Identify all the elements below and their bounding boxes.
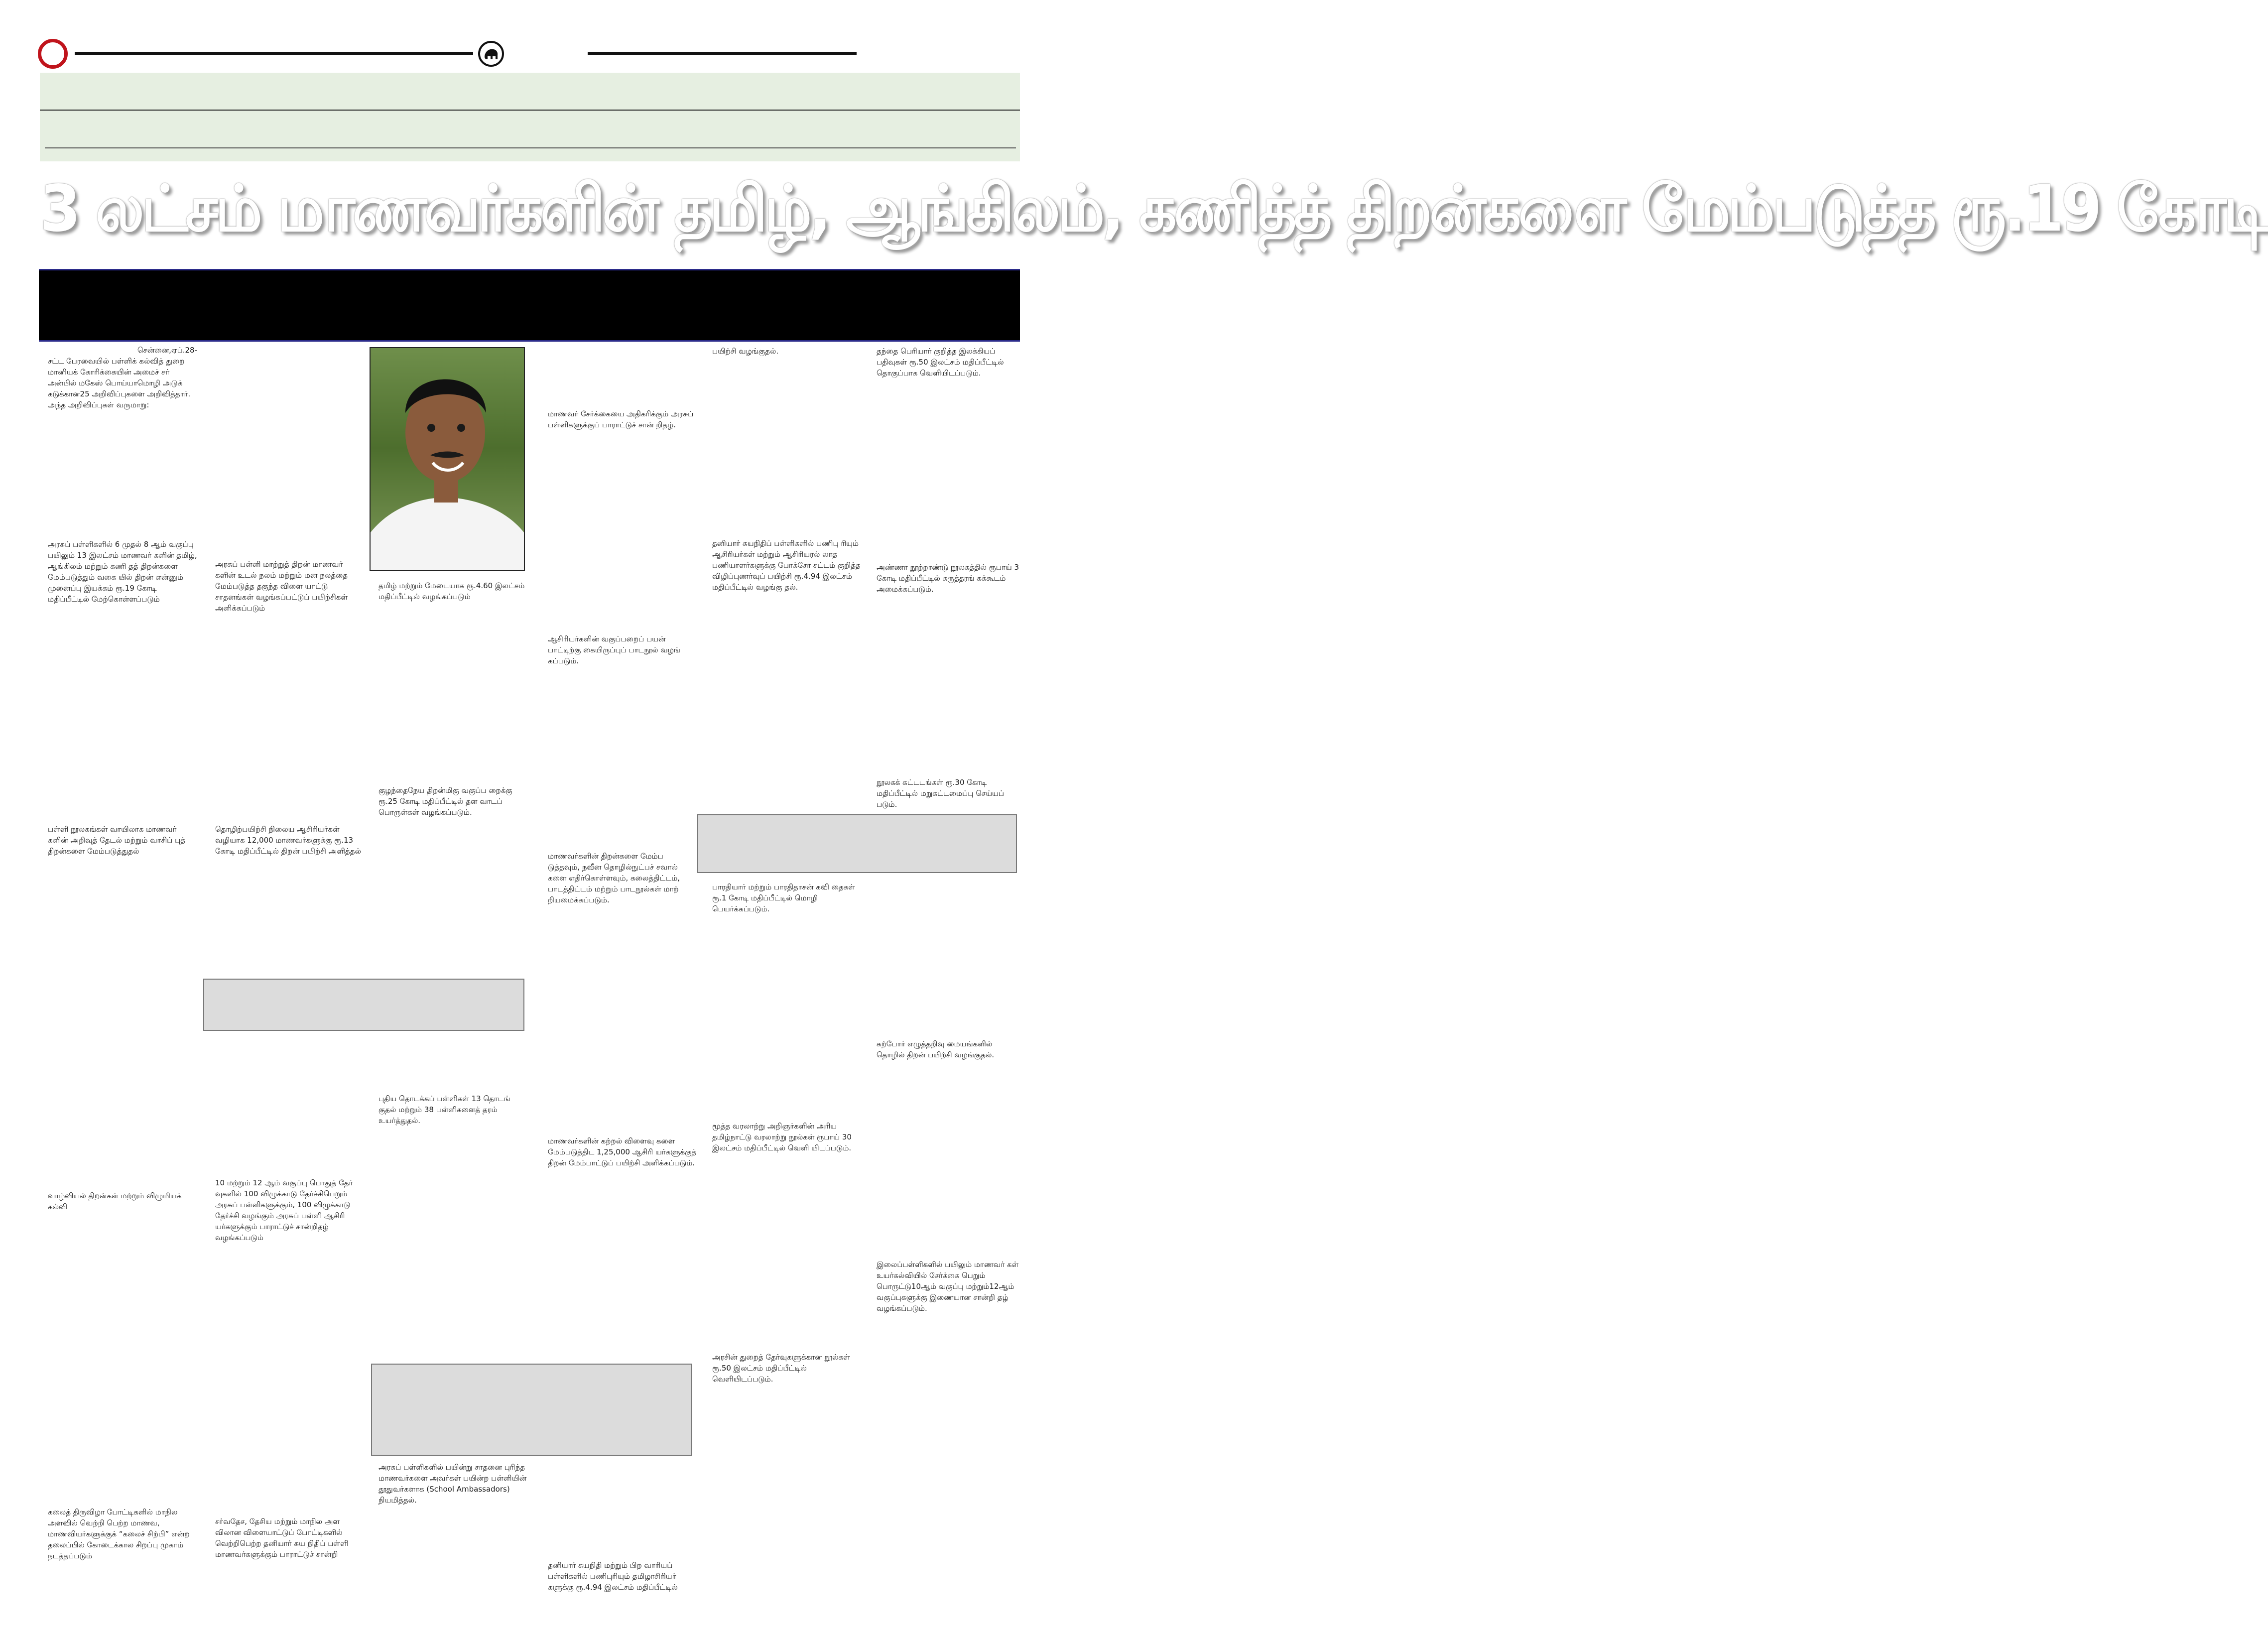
article-paragraph: அரசுப் பள்ளிகளில் 6 முதல் 8 ஆம் வகுப்பு பயிலும் 13 இலட்சம் மாணவர் களின் தமிழ், ஆங்கிலம் மற்றும் கணி தத் திறன்களை மேம்படுத்தும் வகை யில் திறன் என்னும் முனைப்பு இயக்கம் ரூ.19 கோடி மதிப்பீட்டில் மேற்கொள்ளப்படும்	[48, 540, 197, 604]
header-band-divider-2	[45, 147, 1016, 148]
article-paragraph: ஆசிரியர்களின் வகுப்பறைப் பயன் பாட்டிற்கு கையிருப்புப் பாடநூல் வழங் கப்படும்.	[548, 634, 680, 665]
header-band	[40, 73, 1020, 161]
article-paragraph: புதிய தொடக்கப் பள்ளிகள் 13 தொடங் குதல் மற்றும் 38 பள்ளிகளைத் தரம் உயர்த்துதல்.	[378, 1094, 510, 1125]
article-paragraph: பள்ளி நூலகங்கள் வாயிலாக மாணவர் களின் அறிவுத் தேடல் மற்றும் வாசிப் புத் திறன்களை மேம்படுத்துதல்	[48, 825, 185, 856]
article-paragraph: மாணவர்களின் கற்றல் விளைவு களை மேம்படுத்திட 1,25,000 ஆசிரி யர்களுக்குத் திறன் மேம்பாட்டுப் பயிற்சி அளிக்கப்படும்.	[548, 1136, 697, 1167]
article-paragraph: மாணவர் சேர்க்கையை அதிகரிக்கும் அரசுப் பள்ளிகளுக்குப் பாராட்டுச் சான் றிதழ்.	[548, 409, 694, 429]
article-paragraph: சென்னை,ஏப்.28-	[137, 346, 197, 355]
headline: 3 லட்சம் மாணவர்களின் தமிழ், ஆங்கிலம், கணித்த் திறன்களை மேம்படுத்த ரூ.19 கோடி	[40, 172, 2268, 246]
logo-circle-icon	[38, 39, 68, 69]
article-paragraph: தொழிற்பயிற்சி நிலைய ஆசிரியர்கள் வழியாக 12,000 மாணவர்களுக்கு ரூ.13 கோடி மதிப்பீட்டில் திறன் பயிற்சி அளித்தல்	[215, 825, 361, 856]
masthead-rule-right	[588, 52, 857, 55]
masthead-rule-left	[75, 52, 473, 55]
article-paragraph: வாழ்வியல் திறன்கள் மற்றும் விழுமியக் கல்வி	[48, 1191, 182, 1211]
article-paragraph: சர்வதேச, தேசிய மற்றும் மாநில அள விலான விளையாட்டுப் போட்டிகளில் வெற்றிபெற்ற தனியார் சுய நிதிப் பள்ளி மாணவர்களுக்கும் பாராட்டுச் சான்றி	[215, 1517, 349, 1559]
article-paragraph: 10 மற்றும் 12 ஆம் வகுப்பு பொதுத் தேர் வுகளில் 100 விழுக்காடு தேர்ச்சிபெறும் அரசுப் பள்ளிகளுக்கும், 100 விழுக்காடு தேர்ச்சி வழங்கும் அரசுப் பள்ளி ஆசிரி யர்களுக்கும் பாராட்டுச் சான்றிதழ் வழங்கப்படும்	[215, 1178, 353, 1242]
article-paragraph: அண்ணா நூற்றாண்டு நூலகத்தில் ரூபாய் 3 கோடி மதிப்பீட்டில் கருத்தரங் கக்கூடம் அமைக்கப்படும்.	[877, 563, 1019, 594]
elephant-emblem-icon	[478, 41, 504, 67]
article-paragraph: அரசுப் பள்ளிகளில் பயின்று சாதனை புரிந்த மாணவர்களை அவர்கள் பயின்ற பள்ளியின் தூதுவர்களாக (School Ambassadors) நியமித்தல்.	[378, 1463, 527, 1505]
grey-box-3	[371, 1364, 692, 1456]
black-banner	[39, 269, 1020, 342]
article-paragraph: இலைப்பள்ளிகளில் பயிலும் மாணவர் கள் உயர்கல்வியில் சேர்க்கை பெறும் பொருட்டு10ஆம் வகுப்பு மற்றும்12ஆம் வகுப்புகளுக்கு இணையான சான்றி தழ் வழங்கப்படும்.	[877, 1260, 1019, 1313]
grey-box-1	[697, 814, 1017, 873]
article-paragraph: பயிற்சி வழங்குதல்.	[712, 347, 779, 356]
article-paragraph: தனியார் சுயநிதிப் பள்ளிகளில் பணிபு ரியும் ஆசிரியர்கள் மற்றும் ஆசிரியரல் லாத பணியாளர்களுக்கு போக்சோ சட்டம் குறித்த விழிப்புணர்வுப் பயிற்சி ரூ.4.94 இலட்சம் மதிப்பீட்டில் வழங்கு தல்.	[712, 539, 861, 592]
minister-photo	[370, 347, 525, 571]
portrait-illustration	[371, 348, 524, 570]
article-paragraph: மாணவர்களின் திறன்களை மேம்ப டுத்தவும், நவீன தொழில்நுட்பச் சவால் களை எதிர்கொள்ளவும், கலைத்திட்டம், பாடத்திட்டம் மற்றும் பாடநூல்கள் மாற் றியமைக்கப்படும்.	[548, 852, 680, 904]
article-paragraph: பாரதியார் மற்றும் பாரதிதாசன் கவி தைகள் ரூ.1 கோடி மதிப்பீட்டில் மொழி பெயர்க்கப்படும்.	[712, 883, 855, 913]
article-paragraph: கலைத் திருவிழா போட்டிகளில் மாநில அளவில் வெற்றி பெற்ற மாணவ, மாணவியர்களுக்குக் “கலைச் சிற்பி” என்ற தலைப்பில் கோடைக்கால சிறப்பு முகாம் நடத்தப்படும்	[48, 1508, 190, 1560]
article-paragraph: சட்ட பேரவையில் பள்ளிக் கல்வித் துறை மானியக் கோரிக்கையின் அமைச் சர் அன்பில் மகேஸ் பொய்யாமொழி அடுக் கடுக்கான25 அறிவிப்புகளை அறிவித்தார். அந்த அறிவிப்புகள் வருமாறு:	[48, 357, 191, 409]
article-paragraph: கற்போர் எழுத்தறிவு மையங்களில் தொழில் திறன் பயிற்சி வழங்குதல்.	[877, 1039, 995, 1059]
header-band-divider	[40, 110, 1020, 111]
article-paragraph: அரசின் துறைத் தேர்வுகளுக்கான நூல்கள் ரூ.50 இலட்சம் மதிப்பீட்டில் வெளியிடப்படும்.	[712, 1353, 850, 1384]
article-paragraph: நூலகக் கட்டடங்கள் ரூ.30 கோடி மதிப்பீட்டில் மறுகட்டமைப்பு செய்யப் படும்.	[877, 778, 1005, 809]
article-paragraph: தந்தை பெரியார் குறித்த இலக்கியப் பதிவுகள் ரூ.50 இலட்சம் மதிப்பீட்டில் தொகுப்பாக வெளியிடப்படும்.	[877, 347, 1004, 378]
article-paragraph: குழந்தைநேய திறன்மிகு வகுப்ப றைக்கு ரூ.25 கோடி மதிப்பீட்டில் தள வாடப் பொருள்கள் வழங்கப்படும்.	[378, 786, 512, 817]
article-paragraph: தமிழ் மற்றும் மேடையாக ரூ.4.60 இலட்சம் மதிப்பீட்டில் வழங்கப்படும்	[378, 581, 525, 601]
article-paragraph: தனியார் சுயநிதி மற்றும் பிற வாரியப் பள்ளிகளில் பணிபுரியும் தமிழாசிரியர் களுக்கு ரூ.4.94 இலட்சம் மதிப்பீட்டில்	[548, 1561, 678, 1592]
grey-box-2	[203, 979, 524, 1031]
article-paragraph: மூத்த வரலாற்று அறிஞர்களின் அரிய தமிழ்நாட்டு வரலாற்று நூல்கள் ரூபாய் 30 இலட்சம் மதிப்பீட்டில் வெளி யிடப்படும்.	[712, 1122, 852, 1152]
article-paragraph: அரசுப் பள்ளி மாற்றுத் திறன் மாணவர் களின் உடல் நலம் மற்றும் மன நலத்தை மேம்படுத்த தகுந்த விளை யாட்டு சாதனங்கள் வழங்கப்பட்டுப் பயிற்சிகள் அளிக்கப்படும்	[215, 560, 348, 613]
